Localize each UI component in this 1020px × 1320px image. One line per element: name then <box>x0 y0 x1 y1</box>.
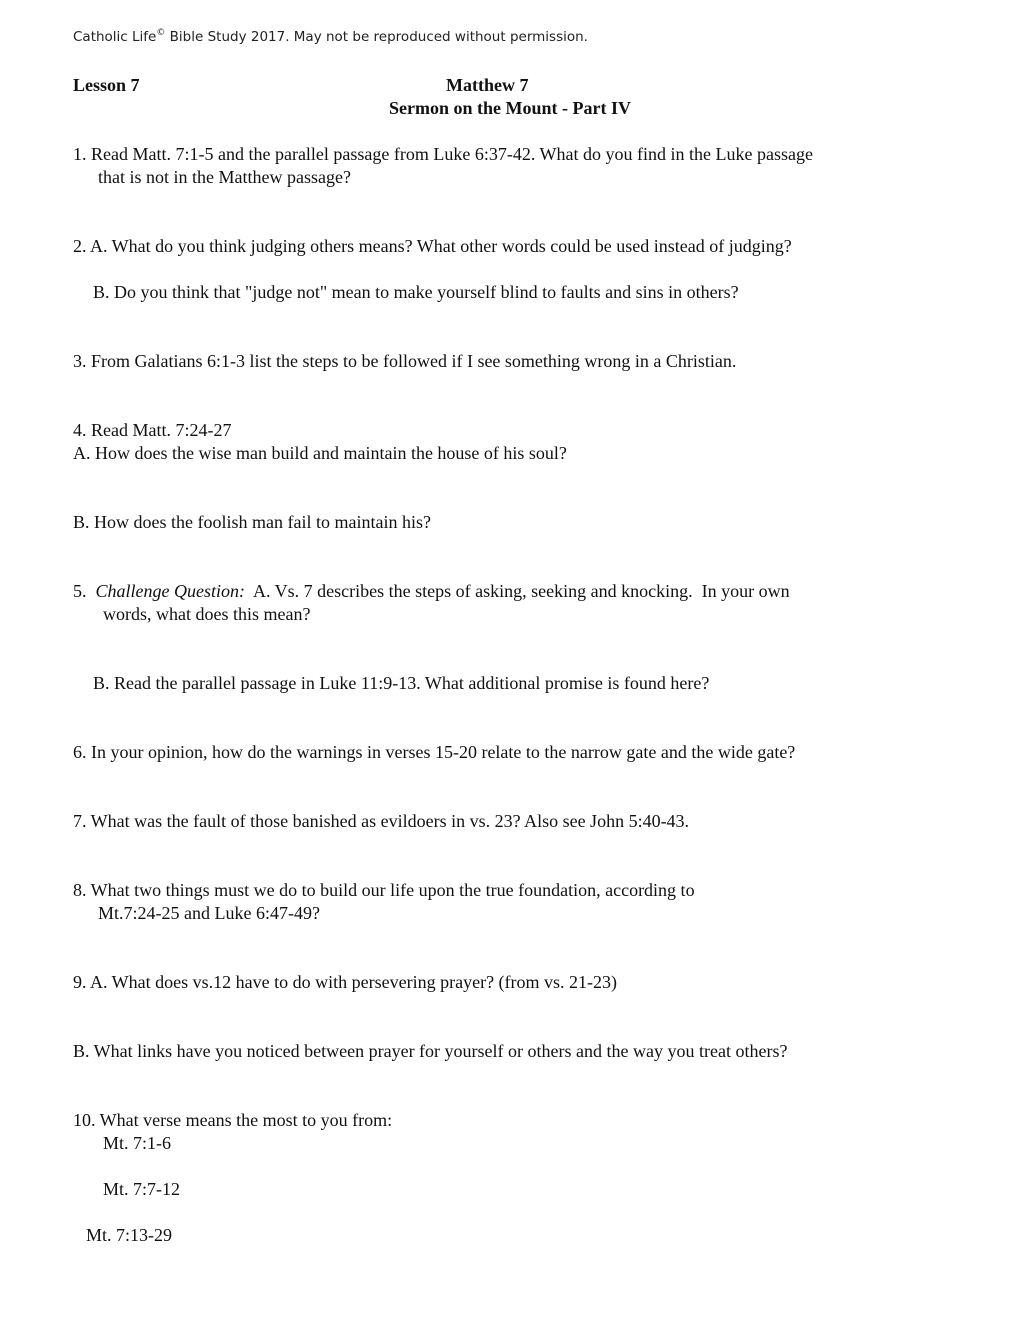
header-brand: Catholic Life <box>73 29 157 45</box>
question-1-line-2: that is not in the Matthew passage? <box>98 167 351 187</box>
question-7: 7. What was the fault of those banished as evildoers in vs. 23? Also see John 5:40-43. <box>73 811 690 831</box>
page-subtitle <box>0 97 1020 120</box>
question-1-line-1: 1. Read Matt. 7:1-5 and the parallel passage from Luke 6:37-42. What do you find in the Luke passage <box>73 144 813 164</box>
question-8-line-2: Mt.7:24-25 and Luke 6:47-49? <box>98 903 320 923</box>
question-5-number: 5. <box>73 581 96 601</box>
copyright-mark: © <box>156 28 166 38</box>
chapter-title: Matthew 7 <box>446 75 529 95</box>
question-5b: B. Read the parallel passage in Luke 11:9-13. What additional promise is found here? <box>93 673 710 693</box>
question-6: 6. In your opinion, how do the warnings in verses 15-20 relate to the narrow gate and the wide gate? <box>73 742 796 762</box>
question-8-line-1: 8. What two things must we do to build our life upon the true foundation, according to <box>73 880 695 900</box>
question-10-ref-2: Mt. 7:7-12 <box>103 1179 181 1199</box>
question-2b: B. Do you think that "judge not" mean to make yourself blind to faults and sins in others? <box>93 282 739 302</box>
question-9b: B. What links have you noticed between prayer for yourself or others and the way you treat others? <box>73 1041 788 1061</box>
question-5a-line-2: words, what does this mean? <box>103 604 311 624</box>
subtitle-text: Sermon on the Mount - Part IV <box>389 98 631 118</box>
question-4: 4. Read Matt. 7:24-27 <box>73 420 232 440</box>
header-notice: Bible Study 2017. May not be reproduced without permission. <box>165 29 588 45</box>
question-9a: 9. A. What does vs.12 have to do with persevering prayer? (from vs. 21-23) <box>73 972 618 992</box>
page-header <box>73 28 588 45</box>
question-10-ref-3: Mt. 7:13-29 <box>86 1225 173 1245</box>
question-10: 10. What verse means the most to you from: <box>73 1110 393 1130</box>
question-2a: 2. A. What do you think judging others means? What other words could be used instead of judging? <box>73 236 792 256</box>
question-4b: B. How does the foolish man fail to maintain his? <box>73 512 431 532</box>
lesson-number: Lesson 7 <box>73 75 140 95</box>
question-5a-line-1 <box>73 580 790 603</box>
question-10-ref-1: Mt. 7:1-6 <box>103 1133 172 1153</box>
challenge-label: Challenge Question: <box>95 581 245 601</box>
question-3: 3. From Galatians 6:1-3 list the steps to be followed if I see something wrong in a Christian. <box>73 351 737 371</box>
question-4a: A. How does the wise man build and maintain the house of his soul? <box>73 443 567 463</box>
question-5a-text: A. Vs. 7 describes the steps of asking, seeking and knocking. In your own <box>244 581 790 601</box>
